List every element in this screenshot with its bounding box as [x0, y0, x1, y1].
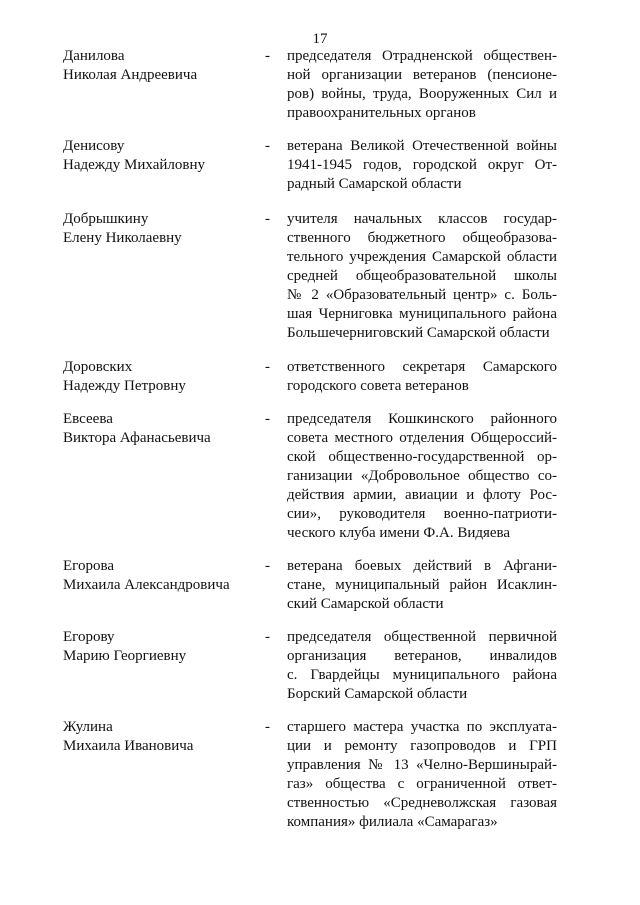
dash: -	[265, 138, 270, 154]
given-names: Михаила Ивановича	[63, 738, 194, 754]
surname: Жулина	[63, 719, 113, 735]
person-name	[63, 137, 263, 175]
dash: -	[265, 411, 270, 427]
person-name	[63, 47, 263, 85]
dash: -	[265, 48, 270, 64]
description: ответственного секретаря Самарского городского совета ветеранов	[287, 359, 557, 394]
surname: Денисову	[63, 138, 125, 154]
description: учителя начальных классов государ- ственного бюджетного общеобразова- тельного учреждения Самарской области средней общеобразовательной школы № 2 «Образовательный центр» с. Боль- шая Черниговка муниципального района Большечерниговский Самарской области	[287, 211, 557, 341]
surname: Данилова	[63, 48, 125, 64]
description: ветерана Великой Отечественной войны 1941-1945 годов, городской округ От- радный Самарской области	[287, 138, 557, 192]
given-names: Елену Николаевну	[63, 230, 182, 246]
surname: Егорову	[63, 629, 115, 645]
page-number: 17	[312, 31, 328, 47]
given-names: Николая Андреевича	[63, 67, 198, 83]
dash: -	[265, 211, 270, 227]
dash: -	[265, 359, 270, 375]
given-names: Надежду Михайловну	[63, 157, 205, 173]
dash: -	[265, 629, 270, 645]
dash: -	[265, 719, 270, 735]
description: старшего мастера участка по эксплуата- ции и ремонту газопроводов и ГРП управления № 13 «Челно-Вершинырай- газ» общества с ограниченной ответ- ственностью «Средневолжская газовая компания» филиала «Самарагаз»	[287, 719, 557, 830]
person-name	[63, 557, 263, 595]
dash: -	[265, 558, 270, 574]
surname: Добрышкину	[63, 211, 149, 227]
surname: Егорова	[63, 558, 114, 574]
person-name	[63, 628, 263, 666]
person-name	[63, 410, 263, 448]
given-names: Виктора Афанасьевича	[63, 430, 211, 446]
given-names: Надежду Петровну	[63, 378, 186, 394]
given-names: Михаила Александровича	[63, 577, 230, 593]
surname: Доровских	[63, 359, 133, 375]
given-names: Марию Георгиевну	[63, 648, 187, 664]
description: ветерана боевых действий в Афгани- стане, муниципальный район Исаклин- ский Самарской области	[287, 558, 557, 612]
person-name	[63, 210, 263, 248]
surname: Евсеева	[63, 411, 113, 427]
description: председателя общественной первичной организация ветеранов, инвалидов с. Гвардейцы муниципального района Борский Самарской области	[287, 629, 557, 702]
description: председателя Кошкинского районного совета местного отделения Общероссий- ской общественно-государственной ор- ганизации «Добровольное общество со- действия армии, авиации и флоту Рос- сии», руководителя военно-патриоти- ческого клуба имени Ф.А. Видяева	[287, 411, 557, 541]
person-name	[63, 358, 263, 396]
person-name	[63, 718, 263, 756]
description: председателя Отрадненской обществен- ной организации ветеранов (пенсионе- ров) войны, труда, Вооруженных Сил и правоохранительных органов	[287, 48, 557, 121]
